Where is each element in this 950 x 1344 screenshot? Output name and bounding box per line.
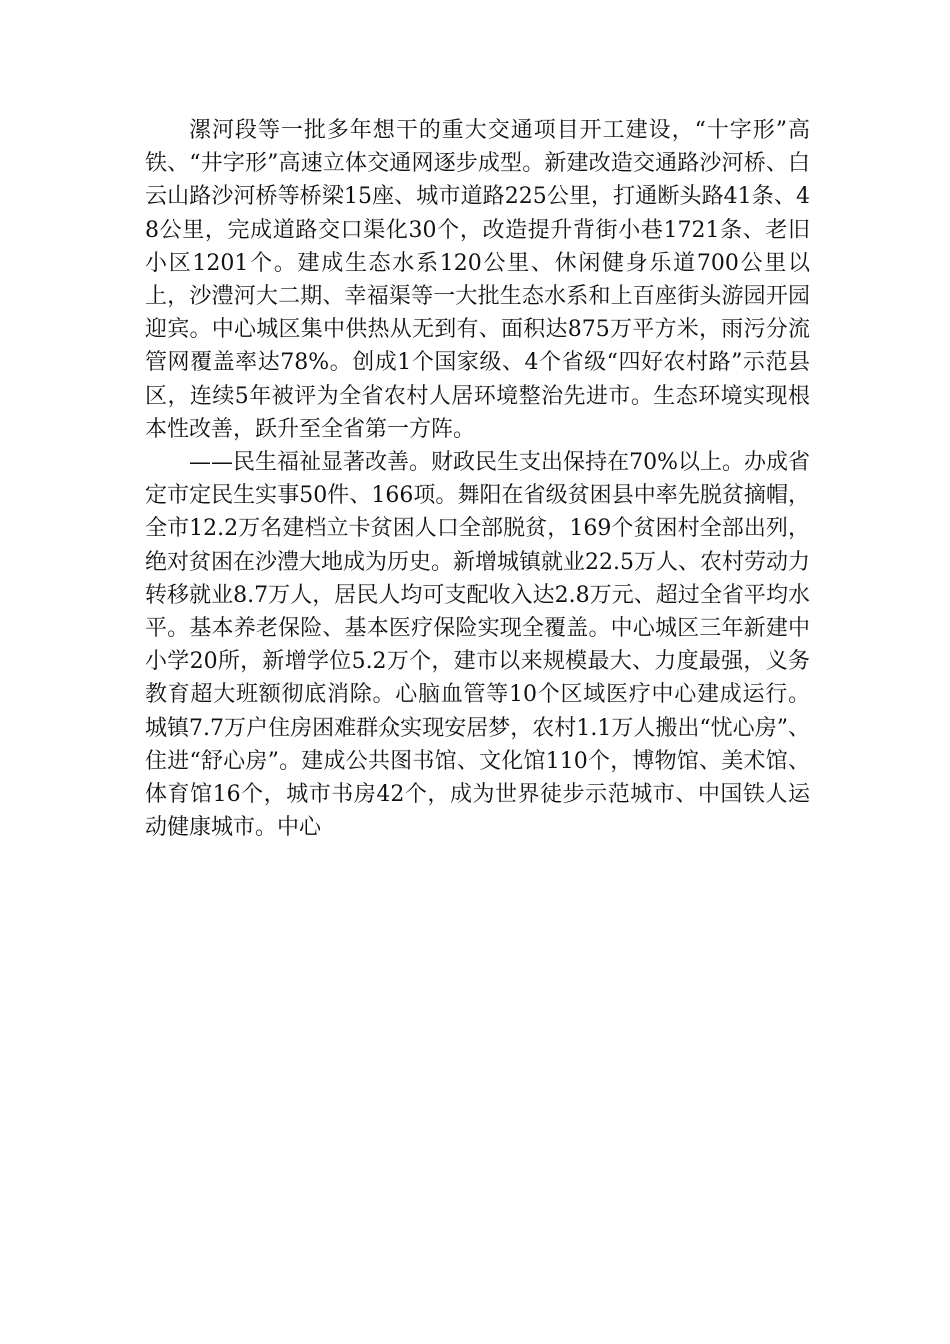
body-text: [145, 114, 810, 844]
paragraph-livelihood: ——民生福祉显著改善。财政民生支出保持在70%以上。办成省定市定民生实事50件、166项。舞阳在省级贫困县中率先脱贫摘帽，全市12.2万名建档立卡贫困人口全部脱贫，169个贫困村全部出列，绝对贫困在沙澧大地成为历史。新增城镇就业22.5万人、农村劳动力转移就业8.7万人，居民人均可支配收入达2.8万元、超过全省平均水平。基本养老保险、基本医疗保险实现全覆盖。中心城区三年新建中小学20所，新增学位5.2万个，建市以来规模最大、力度最强，义务教育超大班额彻底消除。心脑血管等10个区域医疗中心建成运行。城镇7.7万户住房困难群众实现安居梦，农村1.1万人搬出“忧心房”、住进“舒心房”。建成公共图书馆、文化馆110个，博物馆、美术馆、体育馆16个，城市书房42个，成为世界徒步示范城市、中国铁人运动健康城市。中心: [145, 450, 810, 841]
paragraph-transport-ecology: 漯河段等一批多年想干的重大交通项目开工建设，“十字形”高铁、“井字形”高速立体交通网逐步成型。新建改造交通路沙河桥、白云山路沙河桥等桥梁15座、城市道路225公里，打通断头路41条、48公里，完成道路交口渠化30个，改造提升背街小巷1721条、老旧小区1201个。建成生态水系120公里、休闲健身乐道700公里以上，沙澧河大二期、幸福渠等一大批生态水系和上百座街头游园开园迎宾。中心城区集中供热从无到有、面积达875万平方米，雨污分流管网覆盖率达78%。创成1个国家级、4个省级“四好农村路”示范县区，连续5年被评为全省农村人居环境整治先进市。生态环境实现根本性改善，跃升至全省第一方阵。: [145, 118, 810, 442]
